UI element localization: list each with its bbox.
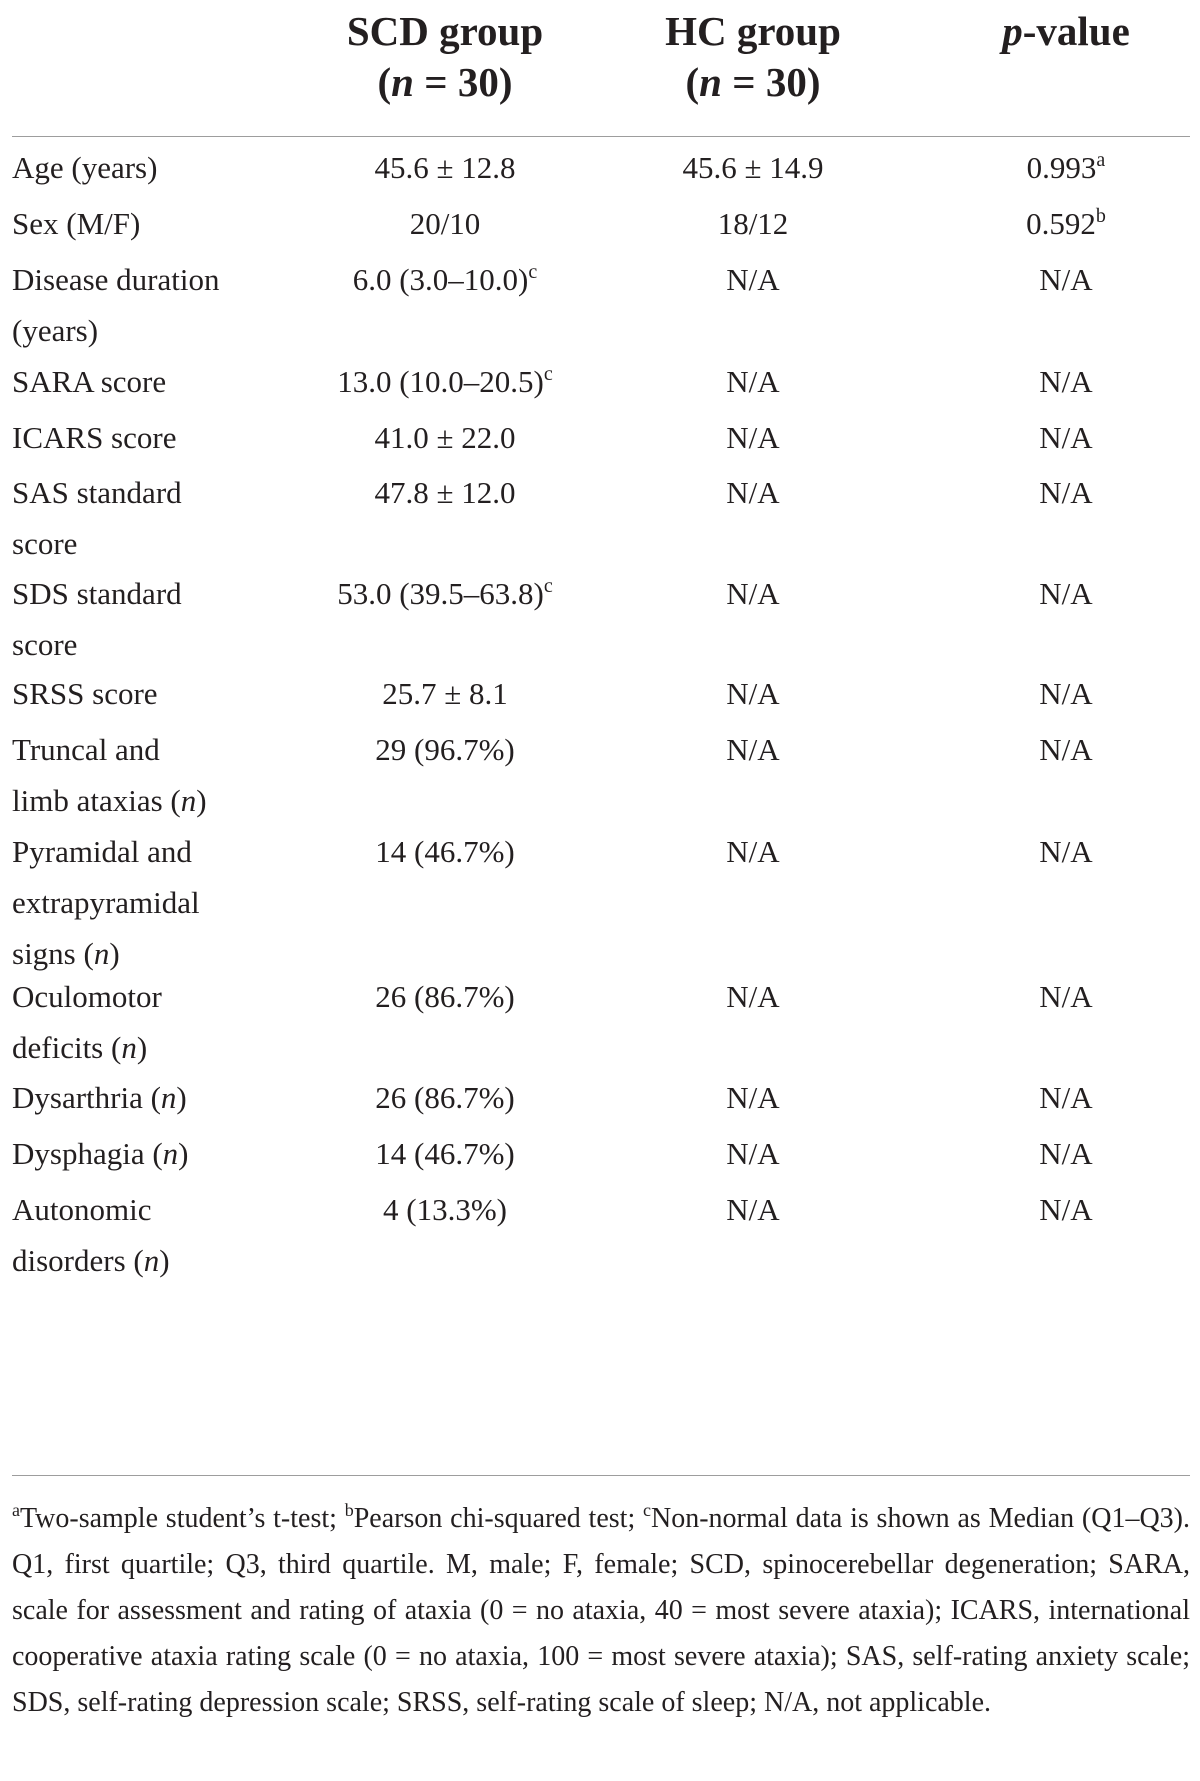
header-scd-group <box>310 6 580 108</box>
cell-scd: 26 (86.7%) <box>375 979 515 1014</box>
cell-hc: N/A <box>726 475 780 510</box>
cell-p-value: N/A <box>1039 732 1093 767</box>
cell-scd: 14 (46.7%) <box>375 834 515 869</box>
header-divider <box>12 136 1190 137</box>
cell-hc: N/A <box>726 676 780 711</box>
cell-p-value: 0.592$^b$ <box>1026 205 1106 241</box>
row-label: SARA score <box>12 364 167 399</box>
row-label: Dysphagia (n) <box>12 1136 189 1171</box>
cell-p-value: N/A <box>1039 676 1093 711</box>
row-label: SDS standard score <box>12 576 182 662</box>
row-label: Age (years) <box>12 150 158 185</box>
cell-hc: N/A <box>726 1192 780 1227</box>
cell-scd: 25.7 ± 8.1 <box>382 676 508 711</box>
cell-hc: N/A <box>726 1136 780 1171</box>
row-label: SAS standard score <box>12 475 182 561</box>
cell-p-value: N/A <box>1039 1136 1093 1171</box>
cell-hc: 45.6 ± 14.9 <box>682 150 824 185</box>
row-label: Dysarthria (n) <box>12 1080 187 1115</box>
cell-p-value: N/A <box>1039 1192 1093 1227</box>
cell-p-value: N/A <box>1039 1080 1093 1115</box>
cell-scd: 14 (46.7%) <box>375 1136 515 1171</box>
table-footnote: $^a$Two-sample student’s t-test; $^b$Pearson chi-squared test; $^c$Non-normal data is shown as Median (Q1–Q3). Q1, first quartile; Q3, third quartile. M, male; F, female; SCD, spinocerebellar degeneration; SARA, scale for assessment and rating of ataxia (0 = no ataxia, 40 = most severe ataxia); ICARS, international cooperative ataxia rating scale (0 = no ataxia, 100 = most severe ataxia); SAS, self-rating anxiety scale; SDS, self-rating depression scale; SRSS, self-rating scale of sleep; N/A, not applicable. <box>12 1500 1191 1718</box>
cell-hc: N/A <box>726 420 780 455</box>
cell-hc: N/A <box>726 979 780 1014</box>
header-p-value: p-value <box>1002 8 1130 54</box>
header-hc-title: HC group <box>665 8 841 54</box>
header-hc-n: (n = 30) <box>685 59 821 105</box>
footnote-marker-a: a <box>12 1500 20 1520</box>
cell-hc: N/A <box>726 364 780 399</box>
footnote-marker-c: c <box>643 1500 652 1520</box>
cell-scd: 41.0 ± 22.0 <box>374 420 516 455</box>
row-label: Sex (M/F) <box>12 206 141 241</box>
row-label: SRSS score <box>12 676 158 711</box>
cell-p-value: N/A <box>1039 979 1093 1014</box>
cell-p-value: 0.993$^a$ <box>1026 149 1106 185</box>
footer-divider <box>12 1475 1190 1476</box>
cell-scd: 13.0 (10.0–20.5)$^c$ <box>337 363 553 399</box>
cell-p-value: N/A <box>1039 420 1093 455</box>
footnote-marker-b: b <box>344 1500 354 1520</box>
cell-p-value: N/A <box>1039 475 1093 510</box>
cell-hc: N/A <box>726 732 780 767</box>
cell-hc: N/A <box>726 262 780 297</box>
header-hc-group <box>618 6 888 108</box>
cell-scd: 4 (13.3%) <box>383 1192 507 1227</box>
footnote-marker: a <box>1096 149 1106 171</box>
footnote-marker: c <box>543 363 553 385</box>
cell-scd: 47.8 ± 12.0 <box>374 475 516 510</box>
cell-scd: 20/10 <box>409 206 481 241</box>
cell-hc: N/A <box>726 1080 780 1115</box>
cell-hc: 18/12 <box>717 206 789 241</box>
row-label: Oculomotor deficits (n) <box>12 979 162 1065</box>
cell-scd: 26 (86.7%) <box>375 1080 515 1115</box>
cell-p-value: N/A <box>1039 364 1093 399</box>
footnote-marker: b <box>1095 205 1106 227</box>
cell-hc: N/A <box>726 834 780 869</box>
cell-scd: 29 (96.7%) <box>375 732 515 767</box>
cell-scd: 53.0 (39.5–63.8)$^c$ <box>337 575 553 611</box>
header-scd-title: SCD group <box>346 8 544 54</box>
row-label: Pyramidal and extrapyramidal signs (n) <box>12 834 200 971</box>
cell-p-value: N/A <box>1039 262 1093 297</box>
cell-scd: 45.6 ± 12.8 <box>374 150 516 185</box>
cell-p-value: N/A <box>1039 834 1093 869</box>
row-label: Autonomic disorders (n) <box>12 1192 170 1278</box>
footnote-marker: c <box>528 261 538 283</box>
row-label: Truncal and limb ataxias (n) <box>12 732 207 818</box>
cell-hc: N/A <box>726 576 780 611</box>
row-label: Disease duration (years) <box>12 262 220 348</box>
row-label: ICARS score <box>12 420 177 455</box>
cell-scd: 6.0 (3.0–10.0)$^c$ <box>352 261 538 297</box>
header-scd-n: (n = 30) <box>377 59 513 105</box>
footnote-marker: c <box>543 575 553 597</box>
cell-p-value: N/A <box>1039 576 1093 611</box>
